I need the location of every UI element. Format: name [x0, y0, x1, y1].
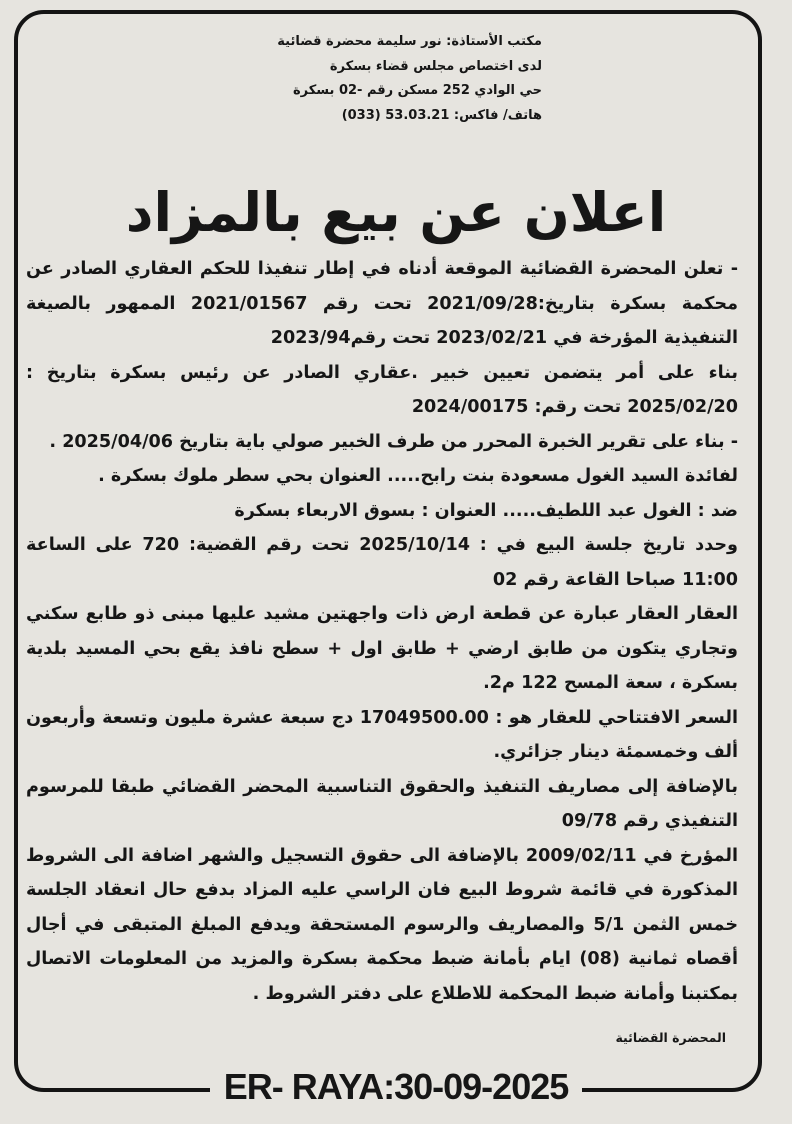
page-title: اعلان عن بيع بالمزاد: [125, 181, 667, 244]
paragraph-conditions: المؤرخ في 2009/02/11 بالإضافة الى حقوق التسجيل والشهر اضافة الى الشروط المذكورة في قائمة شروط البيع فان الراسي عليه المزاد بدفع حال انعقاد الجلسة خمس الثمن 5/1 والمصاريف والرسوم المستحقة ويدفع المبلغ المتبقى في أجال أقصاه ثمانية (08) ايام بأمانة ضبط محكمة بسكرة والمزيد من المعلومات الاتصال بمكتبنا وأمانة ضبط المحكمة للاطلاع على دفتر الشروط .: [26, 845, 738, 1004]
paragraph-beneficiary: لفائدة السيد الغول مسعودة بنت رابح..... العنوان بحي سطر ملوك بسكرة .: [98, 466, 738, 486]
office-name: مكتب الأستاذة: نور سليمة محضرة قضائية: [277, 34, 542, 49]
office-address: حي الوادي 252 مسكن رقم -02 بسكرة: [292, 83, 542, 98]
paragraph-session-date: وحدد تاريخ جلسة البيع في : 2025/10/14 تحت رقم القضية: 720 على الساعة 11:00 صباحا القاعة رقم 02: [26, 535, 738, 590]
office-jurisdiction: لدى اختصاص مجلس قضاء بسكرة: [329, 58, 542, 74]
paragraph-expert-report: - بناء على تقرير الخبرة المحرر من طرف الخبير صولي باية بتاريخ 2025/04/06 .: [49, 431, 738, 452]
paragraph-property: العقار العقار عبارة عن قطعة ارض ذات واجهتين مشيد عليها مبنى ذو طابع سكني وتجاري يتكون من طابق ارضي + طابق اول + سطح نافذ يقع بحي المسيد بلدية بسكرة ، سعة المسح 122 م2.: [26, 604, 738, 693]
announcement-body: [26, 252, 738, 1011]
paragraph-expert-order: بناء على أمر يتضمن تعيين خبير .عقاري الصادر عن رئيس بسكرة بتاريخ : 2025/02/20 تحت رقم: 2024/00175: [26, 362, 738, 417]
paragraph-against: ضد : الغول عبد اللطيف..... العنوان : بسوق الاربعاء بسكرة: [234, 500, 738, 521]
office-header: [222, 30, 542, 128]
newspaper-footer: [0, 1062, 792, 1112]
signature: المحضرة القضائية: [615, 1030, 726, 1045]
office-phone: هاتف/ فاكس: 53.03.21 (033): [341, 107, 542, 123]
paragraph-opening-price: السعر الافتتاحي للعقار هو : 17049500.00 دج سبعة عشرة مليون وتسعة وأربعون ألف وخمسمئة دينار جزائري.: [26, 707, 739, 762]
paragraph-judgment: - تعلن المحضرة القضائية الموقعة أدناه في إطار تنفيذا للحكم العقاري الصادر عن محكمة بسكرة بتاريخ:2021/09/28 تحت رقم 2021/01567 الممهور بالصيغة التنفيذية المؤرخة في 2023/02/21 تحت رقم2023/94: [26, 259, 738, 348]
footer-label: ER- RAYA:30-09-2025: [210, 1066, 583, 1107]
paragraph-fees: بالإضافة إلى مصاريف التنفيذ والحقوق التناسبية المحضر القضائي طبقا للمرسوم التنفيذي رقم 09/78: [26, 776, 738, 831]
